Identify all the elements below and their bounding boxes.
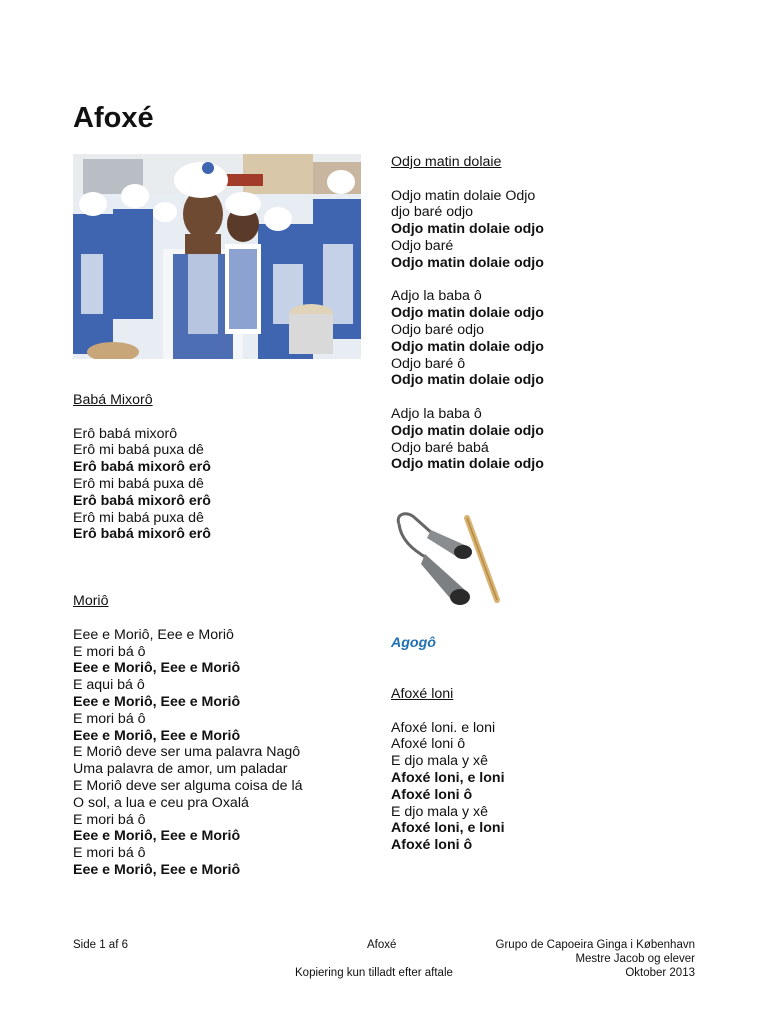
lyric-line: Odjo matin dolaie odjo: [391, 338, 544, 355]
right-column-lower: [391, 686, 711, 854]
song-odjo-matin-dolaie: [391, 154, 711, 473]
lyric-line: E mori bá ô: [73, 811, 146, 828]
lyric-line: Odjo matin dolaie odjo: [391, 456, 544, 473]
lyric-line: Eee e Moriô, Eee e Moriô: [73, 727, 241, 744]
song-morio: [73, 593, 373, 879]
song-stanzas: [391, 188, 711, 474]
lyric-line: Adjo la baba ô: [391, 288, 482, 305]
song-lines: [73, 426, 373, 544]
footer-page-number: Side 1 af 6: [73, 939, 128, 951]
lyric-line: Afoxé loni ô: [391, 837, 473, 854]
lyric-line: Odjo matin dolaie odjo: [391, 221, 544, 238]
lyric-line: E aqui bá ô: [73, 677, 145, 694]
lyric-line: Afoxé loni, e loni: [391, 820, 505, 837]
lyric-line: Eee e Moriô, Eee e Moriô: [73, 660, 241, 677]
lyric-line: Afoxé loni. e loni: [391, 719, 496, 736]
lyric-line: Afoxé loni, e loni: [391, 769, 505, 786]
footer-org-line1: Grupo de Capoeira Ginga i København: [495, 939, 695, 951]
song-baba-mixoro: [73, 392, 373, 543]
lyric-line: E Moriô deve ser alguma coisa de lá: [73, 777, 303, 794]
left-column: [73, 392, 373, 879]
song-title: Moriô: [73, 593, 109, 610]
song-title: Odjo matin dolaie: [391, 154, 502, 170]
afoxe-group-photo: [73, 154, 361, 359]
lyric-line: Erô mi babá puxa dê: [73, 442, 204, 459]
footer-org-block: [496, 938, 695, 980]
lyric-line: Erô babá mixorô: [73, 425, 178, 442]
lyric-line: Odjo baré odjo: [391, 321, 485, 338]
song-title: Afoxé loni: [391, 686, 454, 702]
lyric-line: Odjo baré ô: [391, 355, 466, 372]
lyric-line: Odjo matin dolaie odjo: [391, 372, 544, 389]
lyric-line: E mori bá ô: [73, 643, 146, 660]
lyric-line: Odjo matin dolaie odjo: [391, 254, 544, 271]
lyric-line: djo baré odjo: [391, 204, 474, 221]
lyric-line: E mori bá ô: [73, 710, 146, 727]
lyric-line: Eee e Moriô, Eee e Moriô: [73, 626, 234, 643]
agogo-caption: Agogô: [391, 635, 436, 651]
stanza: [391, 288, 711, 389]
lyric-line: Afoxé loni ô: [391, 786, 473, 803]
lyric-line: Odjo baré: [391, 237, 454, 254]
lyric-line: Erô mi babá puxa dê: [73, 475, 204, 492]
song-title: Babá Mixorô: [73, 392, 153, 408]
footer-date: Oktober 2013: [625, 967, 695, 979]
song-lines: [391, 720, 711, 854]
lyric-line: O sol, a lua e ceu pra Oxalá: [73, 794, 249, 811]
agogo-instrument-image: [393, 510, 505, 610]
lyric-line: Odjo matin dolaie Odjo: [391, 187, 536, 204]
footer-org-line2: Mestre Jacob og elever: [575, 953, 695, 965]
lyric-line: Odjo matin dolaie odjo: [391, 422, 544, 439]
lyric-line: E djo mala y xê: [391, 803, 488, 820]
lyric-line: Eee e Moriô, Eee e Moriô: [73, 861, 241, 878]
lyric-line: E mori bá ô: [73, 845, 146, 862]
stanza: [391, 406, 711, 473]
right-column: [391, 154, 711, 473]
stanza: [391, 188, 711, 272]
footer-doc-title: Afoxé: [367, 939, 397, 951]
song-afoxe-loni: [391, 686, 711, 854]
lyric-line: Erô mi babá puxa dê: [73, 509, 204, 526]
page-title: Afoxé: [73, 102, 154, 134]
lyric-line: Erô babá mixorô erô: [73, 526, 211, 543]
song-lines: [73, 627, 373, 879]
lyric-line: Afoxé loni ô: [391, 736, 466, 753]
lyric-line: E Moriô deve ser uma palavra Nagô: [73, 744, 301, 761]
lyric-line: E djo mala y xê: [391, 753, 488, 770]
lyric-line: Eee e Moriô, Eee e Moriô: [73, 828, 241, 845]
lyric-line: Erô babá mixorô erô: [73, 492, 211, 509]
lyric-line: Uma palavra de amor, um paladar: [73, 761, 288, 778]
lyric-line: Odjo matin dolaie odjo: [391, 305, 544, 322]
footer-copyright: Kopiering kun tilladt efter aftale: [295, 967, 453, 979]
lyric-line: Eee e Moriô, Eee e Moriô: [73, 693, 241, 710]
lyric-line: Adjo la baba ô: [391, 405, 482, 422]
lyric-line: Odjo baré babá: [391, 439, 489, 456]
lyric-line: Erô babá mixorô erô: [73, 459, 211, 476]
